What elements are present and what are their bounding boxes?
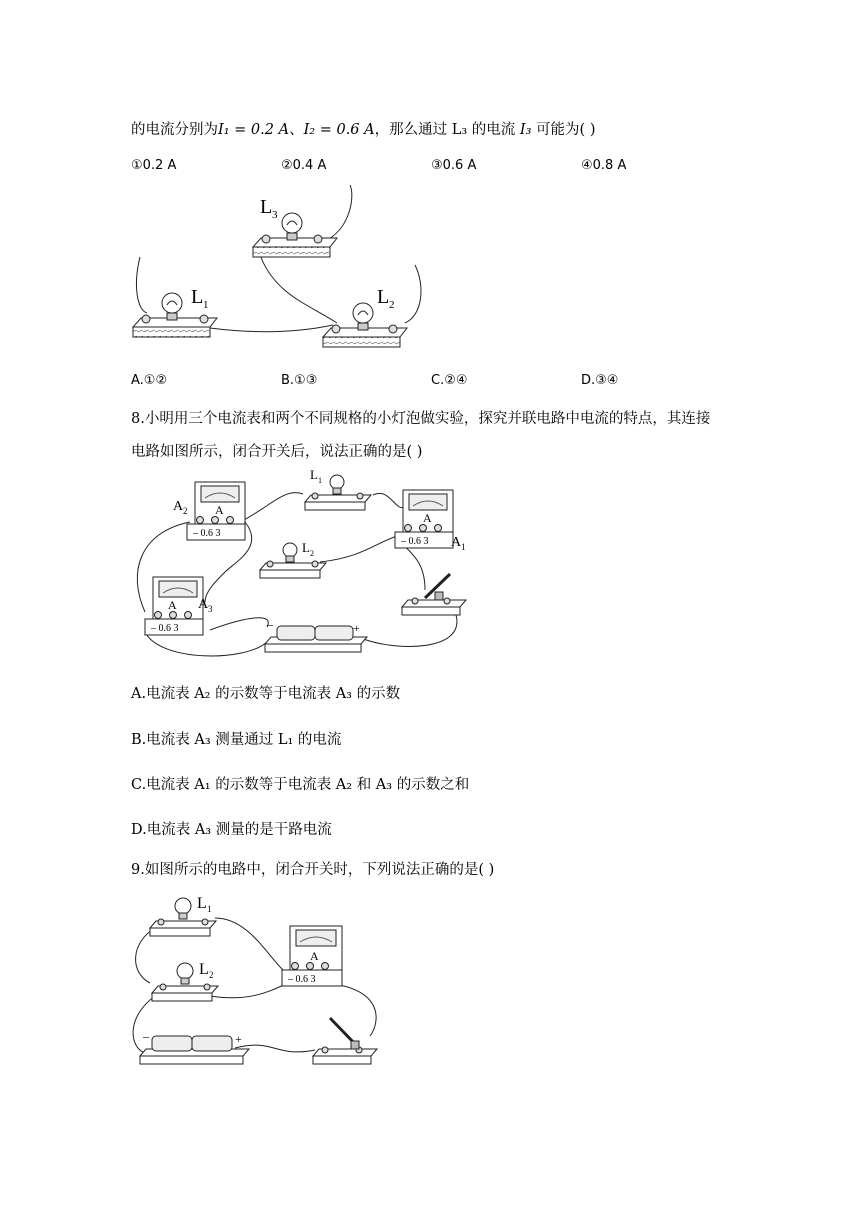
l2-label-sub: 2 <box>310 549 314 558</box>
q9-battery-minus: – <box>143 1029 149 1043</box>
lamp-l2 <box>260 540 326 578</box>
q9-l2-label: L <box>199 961 209 978</box>
label-l1: L <box>191 286 204 308</box>
a3-scale: – 0.6 3 <box>151 623 179 634</box>
l1-label-sub: 1 <box>318 476 322 485</box>
q7-choice-4: ④0.8 A <box>581 158 627 173</box>
q7-stem: 的电流分别为I₁ = 0.2 A、I₂ = 0.6 A，那么通过 L₃ 的电流 I₃ 可能为( ) <box>131 122 596 138</box>
q7-option-b[interactable]: B.①③ <box>281 373 318 388</box>
q8-stem-line1: 8.小明用三个电流表和两个不同规格的小灯泡做实验，探究并联电路中电流的特点，其连接 <box>131 411 711 427</box>
label-l2-sub: 2 <box>389 299 395 311</box>
q9-ammeter-symbol: A <box>310 949 319 963</box>
q8-circuit-figure <box>125 462 475 662</box>
a3-label-sub: 3 <box>208 604 213 614</box>
lamp-l2 <box>323 286 407 347</box>
lamp-l2 <box>152 961 218 1001</box>
q7-choice-1: ①0.2 A <box>131 158 177 173</box>
q7-circuit-figure <box>125 185 445 360</box>
q9-l2-label-sub: 2 <box>209 970 214 980</box>
label-l3-sub: 3 <box>272 209 278 221</box>
a2-label: A <box>173 499 184 514</box>
q7-choice-2: ②0.4 A <box>281 158 327 173</box>
q8-option-b[interactable]: B.电流表 A₃ 测量通过 L₁ 的电流 <box>131 732 342 748</box>
q9-l1-label-sub: 1 <box>207 904 212 914</box>
a1-label: A <box>451 535 462 550</box>
q9-battery-plus: + <box>235 1032 242 1046</box>
q7-choice-3: ③0.6 A <box>431 158 477 173</box>
lamp-l1 <box>150 895 216 936</box>
lamp-l1 <box>133 286 217 337</box>
ammeter-a1 <box>395 490 466 552</box>
switch <box>402 574 466 615</box>
q8-option-d[interactable]: D.电流表 A₃ 测量的是干路电流 <box>131 822 332 838</box>
q7-option-a[interactable]: A.①② <box>131 373 168 388</box>
battery-plus: + <box>353 621 360 635</box>
switch <box>313 1018 377 1064</box>
q9-l1-label: L <box>197 895 207 912</box>
q9-ammeter-scale: – 0.6 3 <box>288 974 316 985</box>
ammeter-a <box>282 926 342 986</box>
label-l2: L <box>377 286 390 308</box>
a2-scale: – 0.6 3 <box>193 528 221 539</box>
lamp-l1 <box>305 467 371 510</box>
label-l3: L <box>260 196 273 218</box>
q7-option-c[interactable]: C.②④ <box>431 373 468 388</box>
q8-stem-line2: 电路如图所示，闭合开关后，说法正确的是( ) <box>131 444 423 460</box>
a3-label: A <box>198 597 209 612</box>
a1-scale: – 0.6 3 <box>401 536 429 547</box>
a2-label-sub: 2 <box>183 506 188 516</box>
ammeter-a2 <box>173 482 245 540</box>
l2-label: L <box>302 540 310 555</box>
a2-symbol: A <box>215 503 224 517</box>
l1-label: L <box>310 467 318 482</box>
ammeter-a3 <box>145 577 213 635</box>
battery <box>265 617 367 652</box>
battery-minus: – <box>267 617 273 631</box>
battery <box>140 1029 249 1064</box>
q9-stem: 9.如图所示的电路中，闭合开关时，下列说法正确的是( ) <box>131 862 495 878</box>
q8-option-a[interactable]: A.电流表 A₂ 的示数等于电流表 A₃ 的示数 <box>131 686 401 702</box>
q8-option-c[interactable]: C.电流表 A₁ 的示数等于电流表 A₂ 和 A₃ 的示数之和 <box>131 777 470 793</box>
q9-circuit-figure <box>125 888 385 1073</box>
a1-label-sub: 1 <box>461 542 466 552</box>
label-l1-sub: 1 <box>203 299 209 311</box>
q7-option-d[interactable]: D.③④ <box>581 373 619 388</box>
lamp-l3 <box>253 196 337 257</box>
a3-symbol: A <box>168 598 177 612</box>
a1-symbol: A <box>423 511 432 525</box>
